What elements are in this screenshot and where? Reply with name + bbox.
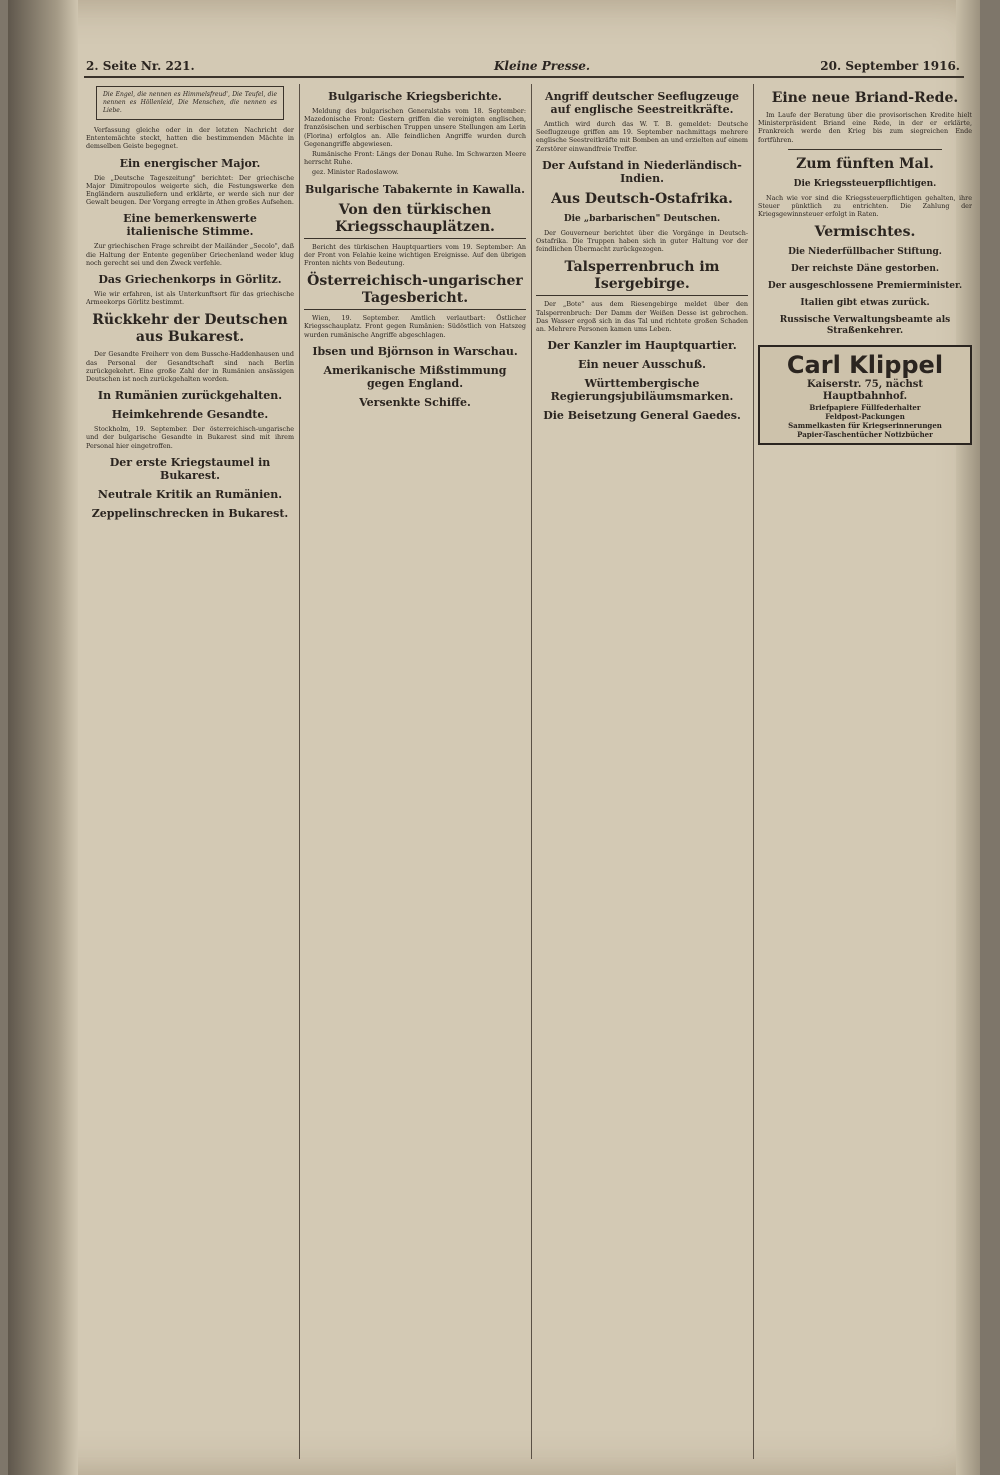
headline: Zeppelinschrecken in Bukarest. (91, 506, 289, 520)
article-text: Bericht des türkischen Hauptquartiers vom 19. September: An der Front von Felahie keine wichtigen Ereignisse. Auf den übrigen Fronten nichts von Bedeutung. (304, 242, 526, 268)
headline: Talsperrenbruch im Isergebirge. (536, 259, 748, 296)
article-text: Stockholm, 19. September. Der österreichisch-ungarische und der bulgarische Gesandte in Bukarest sind mit ihrem Personal hier eingetroffen. (86, 425, 294, 450)
page-header (84, 58, 964, 78)
article-text: Amtlich wird durch das W. T. B. gemeldet: Deutsche Seeflugzeuge griffen am 19. September nachmittags mehrere englische Seestreitkräfte mit Bomben an und erzielten auf einem Zerstörer einwandfreie Treffer. (536, 120, 748, 153)
headline: Österreichisch-ungarischer Tagesbericht. (304, 273, 526, 310)
headline: Heimkehrende Gesandte. (111, 408, 269, 422)
column-rule (753, 84, 754, 1459)
article-text: Zur griechischen Frage schreibt der Mailänder „Secolo", daß die Haltung der Entente gegenüber Griechenland weder klug noch gerecht sei und den Zweck verfehle. (86, 242, 294, 267)
ad-address: Kaiserstr. 75, nächst Hauptbahnhof. (806, 379, 924, 403)
subheadline: Die „barbarischen" Deutschen. (563, 213, 721, 224)
headline: Aus Deutsch-Ostafrika. (551, 190, 733, 207)
headline: Ein energischer Major. (119, 156, 261, 170)
headline: Eine neue Briand-Rede. (771, 90, 959, 106)
article-text: Der „Bote" aus dem Riesengebirge meldet über den Talsperrenbruch: Der Damm der Weißen Desse ist gebrochen. Das Wasser ergoß sich in das Tal und richtete großen Schaden an. Mehrere Personen kamen ums Leben. (536, 300, 748, 334)
article-text: Meldung des bulgarischen Generalstabs vom 18. September: Mazedonische Front: Gestern griffen die vereinigten englischen, französischen und serbischen Truppen unsere Stellungen am Lerin (Florina) erfolglos an. Alle feindlichen Angriffe wurden durch Gegenangriffe abgewiesen. (304, 107, 526, 148)
headline: Der Kanzler im Hauptquartier. (547, 339, 737, 353)
article-text: Verfassung gleiche oder in der letzten Nachricht der Ententemächte steckt, hatten die bestimmenden Mächte in demselben Geiste begegnet. (86, 126, 294, 151)
newspaper-page (8, 0, 980, 1475)
article-text: Nach wie vor sind die Kriegssteuerpflichtigen gehalten, ihre Steuer pünktlich zu entrichten. Die Zahlung der Kriegsgewinnsteuer erfolgt in Raten. (758, 193, 972, 219)
ad-line: Feldpost-Packungen (825, 412, 905, 422)
headline: Angriff deutscher Seeflugzeuge auf englische Seestreitkräfte. (545, 90, 739, 116)
headline: Die Beisetzung General Gaedes. (543, 409, 741, 423)
headline: Amerikanische Mißstimmung gegen England. (323, 363, 507, 390)
headline: Vermischtes. (814, 224, 916, 241)
headline: Ein neuer Ausschuß. (578, 358, 706, 372)
ad-line: Sammelkasten für Kriegserinnerungen (788, 421, 942, 431)
article-text: Die „Deutsche Tageszeitung" berichtet: Der griechische Major Dimitropoulos weigerte sich, die Festungswerke den Engländern auszuliefern und erklärte, er werde sich nur der Gewalt beugen. Der Vorgang erregte in Athen großes Aufsehen. (86, 173, 294, 207)
masthead: Kleine Presse. (494, 59, 591, 73)
headline: Russische Verwaltungsbeamte als Straßenkehrer. (779, 315, 951, 337)
headline: Der erste Kriegstaumel in Bukarest. (109, 455, 271, 482)
ad-line: Papier-Taschentücher Notizbücher (797, 430, 933, 440)
headline: In Rumänien zurückgehalten. (97, 389, 283, 403)
headline: Versenkte Schiffe. (359, 395, 471, 409)
advertisement (758, 345, 972, 445)
article-text: Wie wir erfahren, ist als Unterkunftsort für das griechische Armeekorps Görlitz bestimmt. (86, 290, 294, 307)
column-1 (86, 84, 294, 1459)
divider (788, 149, 942, 150)
headline: Ibsen und Björnson in Warschau. (312, 344, 518, 358)
page-number: 2. Seite Nr. 221. (86, 59, 195, 73)
column-2 (304, 84, 526, 1459)
headline: Von den türkischen Kriegsschauplätzen. (304, 202, 526, 239)
column-4 (758, 84, 972, 1459)
headline: Der reichste Däne gestorben. (790, 264, 940, 275)
ad-line: Briefpapiere Füllfederhalter (809, 403, 921, 413)
headline: Italien gibt etwas zurück. (800, 298, 930, 309)
article-text: Wien, 19. September. Amtlich verlautbart: Östlicher Kriegsschauplatz. Front gegen Rumänien: Südöstlich von Hatszeg wurden rumänische Angriffe abgeschlagen. (304, 314, 526, 339)
headline: Eine bemerkenswerte italienische Stimme. (123, 212, 257, 239)
column-rule (299, 84, 300, 1459)
article-text: Der Gesandte Freiherr von dem Bussche-Haddenhausen und das Personal der Gesandtschaft sind nach Berlin zurückgekehrt. Eine große Zahl der in Rumänien ansässigen Deutschen ist noch zurückgehalten worden. (86, 350, 294, 384)
poem-box: Die Engel, die nennen es Himmelsfreud', Die Teufel, die nennen es Höllenleid, Die Menschen, die nennen es Liebe. (96, 86, 284, 120)
headline: Der Aufstand in Niederländisch-Indien. (542, 158, 742, 185)
headline: Bulgarische Kriegsberichte. (328, 90, 502, 103)
ad-company-name: Carl Klippel (786, 351, 944, 380)
column-3 (536, 84, 748, 1459)
headline: Der ausgeschlossene Premierminister. (767, 281, 963, 292)
headline: Zum fünften Mal. (796, 155, 934, 172)
headline: Das Griechenkorps in Görlitz. (98, 273, 282, 287)
article-text: Rumänische Front: Längs der Donau Ruhe. Im Schwarzen Meere herrscht Ruhe. (304, 150, 526, 167)
article-text: Im Laufe der Beratung über die provisorischen Kredite hielt Ministerpräsident Briand eine Rede, in der er erklärte, Frankreich werde den Krieg bis zum siegreichen Ende fortführen. (758, 111, 972, 144)
subheadline: Die Kriegssteuerpflichtigen. (793, 178, 937, 189)
signature: gez. Minister Radoslawow. (312, 168, 399, 177)
headline: Die Niederfüllbacher Stiftung. (788, 247, 942, 258)
headline: Rückkehr der Deutschen aus Bukarest. (92, 312, 288, 346)
headline: Neutrale Kritik an Rumänien. (97, 487, 283, 501)
article-text: Der Gouverneur berichtet über die Vorgänge in Deutsch-Ostafrika. Die Truppen haben sich in guter Haltung vor der feindlichen Übermacht zurückgezogen. (536, 228, 748, 254)
issue-date: 20. September 1916. (820, 59, 960, 73)
book-spine (8, 0, 78, 1475)
column-rule (531, 84, 532, 1459)
headline: Württembergische Regierungsjubiläumsmarken. (550, 377, 734, 404)
headline: Bulgarische Tabakernte in Kawalla. (305, 182, 525, 196)
